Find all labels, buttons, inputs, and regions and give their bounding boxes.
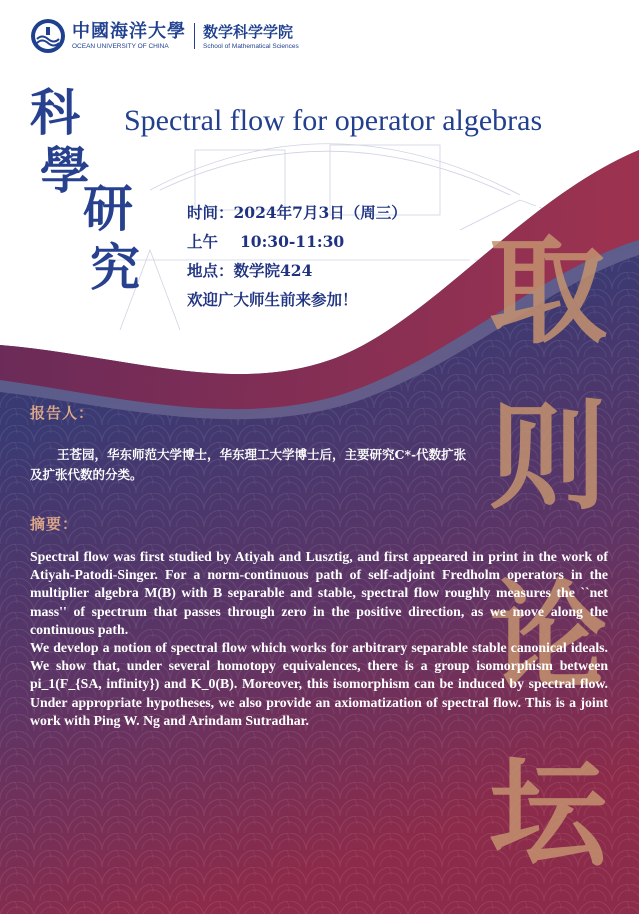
welcome-line: 欢迎广大师生前来参加！	[187, 290, 358, 309]
speaker-label: 报告人：	[30, 404, 95, 422]
university-seal-icon	[30, 18, 66, 54]
callig-jiu: 究	[90, 238, 140, 297]
abstract-label: 摘要：	[30, 515, 79, 533]
period-value: 上午	[187, 232, 219, 251]
date-line	[187, 198, 407, 227]
university-name-cn: 中國海洋大學	[72, 20, 186, 42]
speaker-bio: 王苍园，华东师范大学博士，华东理工大学博士后，主要研究C*-代数扩张及扩张代数的分类。	[30, 447, 467, 482]
time-line	[187, 227, 407, 256]
place-line	[187, 256, 407, 285]
university-name-en: OCEAN UNIVERSITY OF CHINA	[72, 42, 169, 50]
header	[30, 18, 299, 54]
talk-title: Spectral flow for operator algebras	[124, 104, 543, 137]
date-value: 2024年7月3日（周三）	[233, 203, 407, 222]
big-callig-ze: 则	[488, 387, 607, 526]
callig-ke: 科	[30, 83, 80, 142]
abstract-paragraph-1: Spectral flow was first studied by Atiyah and Lusztig, and first appeared in print in the work of Atiyah-Patodi-Singer. For a norm-continuous path of self-adjoint Fredholm operators in the multiplier algebra M(B) with B separable and stable, spectral flow roughly measures the ``net mass'' of spectrum that passes through zero in the positive direction, as we move along the continuous path.	[30, 549, 608, 637]
time-label: 时间：	[187, 203, 234, 222]
abstract-paragraph-2: We develop a notion of spectral flow which works for arbitrary separable stable canonical ideals. We show that, under several homotopy equivalences, there is a group isomorphism between pi_1(F_{SA, infinity}) and K_0(B). Moreover, this isomorphism can be induced by spectral flow. Under appropriate hypotheses, we also provide an axiomatization of spectral flow. This is a joint work with Ping W. Ng and Arindam Sutradhar.	[30, 640, 608, 728]
place-label: 地点：	[187, 261, 234, 280]
university-name	[72, 22, 186, 51]
school-name	[203, 22, 299, 51]
callig-xue: 學	[40, 141, 90, 200]
school-name-en: School of Mathematical Sciences	[203, 42, 299, 50]
big-callig-tan: 坛	[488, 744, 607, 883]
callig-yan: 研	[83, 179, 133, 238]
header-divider	[194, 23, 195, 49]
place-value: 数学院424	[233, 261, 313, 280]
school-name-cn: 数学科学学院	[203, 22, 294, 41]
event-info	[187, 198, 407, 314]
time-value: 10:30-11:30	[240, 232, 345, 251]
abstract-body	[30, 548, 608, 730]
big-callig-qu: 取	[488, 221, 607, 360]
big-callig-lun: 论	[488, 567, 607, 706]
